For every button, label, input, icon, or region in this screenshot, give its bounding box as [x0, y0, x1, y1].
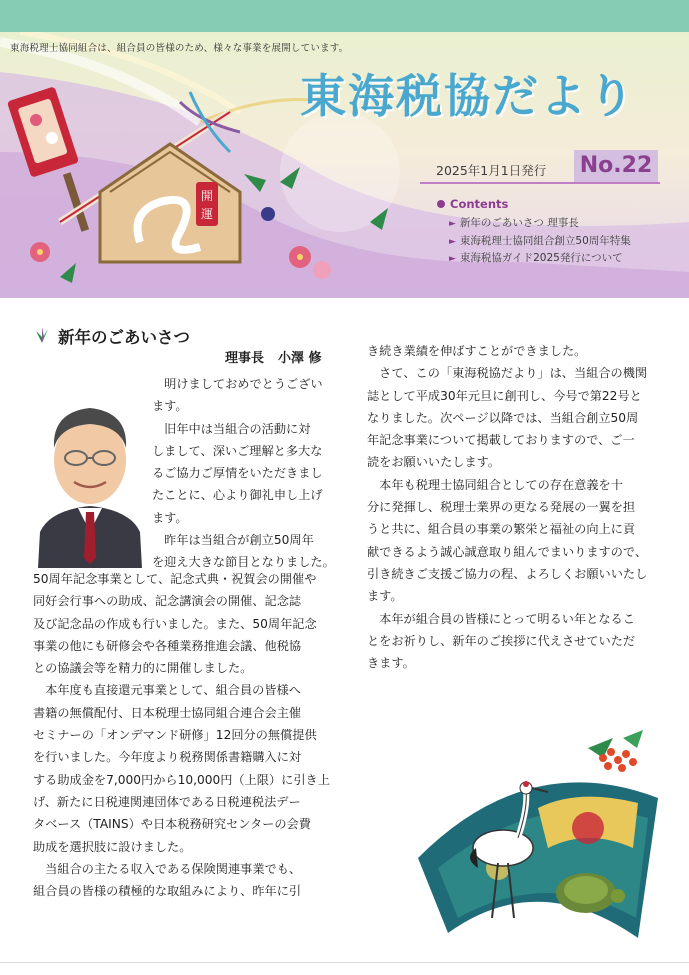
flag-icon: ►: [449, 219, 456, 229]
article-right-column: き続き業績を伸ばすことができました。 さて、この「東海税協だより」は、当組合の機関 誌として平成30年元旦に創刊し、今号で第22号と なりました。次ページ以降では、当組合創立50周 年記念事業について掲載しておりますので、ご一 読をお願いいたします。 本年も税理士協同組合としての存在意義を十 分に発揮し、税理士業界の更なる発展の一翼を担 うと共に、組合員の事業の繁栄と福祉の向上に貢 献できるよう誠心誠意取り組んでまいりますので、 引き続きご支援ご協力の程、よろしくお願いいたし ます。 本年が組合員の皆様にとって明るい年となるこ とをお祈りし、新年のご挨拶に代えさせていただ きます。: [367, 344, 648, 671]
article-heading: 新年のごあいさつ: [32, 324, 190, 348]
bullet-icon: [437, 200, 445, 208]
issue-number-badge: No.22: [574, 150, 658, 182]
article-left-column: 50周年記念事業として、記念式典・祝賀会の開催や 同好会行事への助成、記念講演会の開催、記念誌 及び記念品の作成も行いました。また、50周年記念 事業の他にも研修会や各種業務推進会議、他税協 との協議会等を精力的に開催しました。 本年度も直接還元事業として、組合員の皆様へ 書籍の無償配付、日本税理士協同組合連合会主催 セミナーの「オンデマンド研修」12回分の無償提供 を行いました。今年度より税務関係書籍購入に対 する助成金を7,000円から10,000円（上限）に引き上 げ、新たに日税連関連団体である日税連税法デー タベース（TAINS）や日本税務研究センターの会費 助成を選択肢に設けました。 当組合の主たる収入である保険関連事業でも、 組合員の皆様の積極的な取組みにより、昨年に引: [33, 572, 330, 899]
newsletter-title: 東海税協だより: [300, 69, 636, 123]
ema-text-2: 運: [200, 207, 214, 221]
header-tagline: 東海税理士協同組合は、組合員の皆様のため、様々な事業を展開しています。: [10, 43, 349, 54]
author-byline: 理事長 小澤 修: [225, 351, 322, 366]
ema-text-1: 開: [200, 189, 214, 203]
contents-item[interactable]: ► 東海税協ガイド2025発行について: [449, 252, 623, 264]
contents-list: [449, 215, 631, 268]
chairman-portrait: [30, 382, 150, 568]
issue-date: 2025年1月1日発行: [436, 163, 547, 178]
top-color-bar: [0, 0, 689, 32]
issue-underline: [420, 182, 660, 184]
ema-plaque: [100, 144, 240, 262]
article-intro: 明けましておめでとうござい ます。 旧年中は当組合の活動に対 しまして、深いご理解と多大な るご協力ご厚情をいただきまし たことに、心より御礼申し上げ ます。 昨年は当組合が創立50周年 を迎え大きな節目となりました。: [152, 377, 335, 570]
flag-icon: ►: [449, 236, 456, 247]
nanten-berries: [588, 730, 643, 772]
contents-item[interactable]: ► 東海税理士協同組合創立50周年特集: [449, 234, 631, 247]
crane-fan-illustration: [408, 718, 678, 948]
page-divider: [0, 962, 689, 963]
contents-heading: Contents: [437, 197, 508, 211]
contents-item[interactable]: ► 新年のごあいさつ 理事長: [449, 217, 579, 229]
pine-leaf-icon: [32, 325, 52, 345]
flag-icon: ►: [449, 254, 456, 264]
